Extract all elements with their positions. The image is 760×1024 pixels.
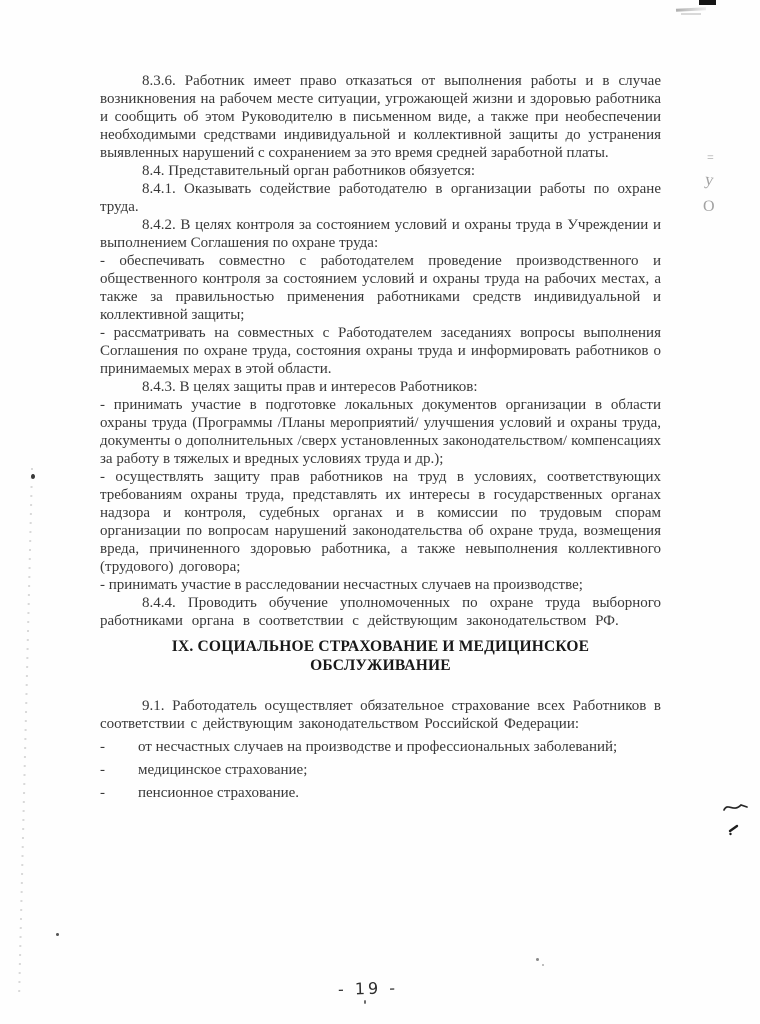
scan-bleedthrough-mark: О [703, 198, 715, 215]
scan-bleedthrough-mark: = [707, 150, 715, 164]
paragraph-8-4-2-dash-2: - рассматривать на совместных с Работодателем заседаниях вопросы выполнения Соглашения по охране труда, состояния охраны труда и информировать работников о принимаемых мерах в этой области. [100, 325, 661, 377]
paragraph-8-4-4: 8.4.4. Проводить обучение уполномоченных по охране труда выборного работниками органа в соответствии с действующим законодательством РФ. [100, 595, 661, 629]
paragraph-8-4-2: 8.4.2. В целях контроля за состоянием условий и охраны труда в Учреждении и выполнением Соглашения по охране труда: [100, 217, 661, 251]
paragraph-8-4-3: 8.4.3. В целях защиты прав и интересов Работников: [142, 379, 478, 395]
scan-artifact-speckle-line [18, 468, 33, 996]
paragraph-8-4: 8.4. Представительный орган работников обязуется: [142, 163, 476, 179]
scan-artifact-corner-bar [699, 0, 716, 5]
list-dash-marker: - [100, 739, 105, 755]
section-heading-ix: IX. СОЦИАЛЬНОЕ СТРАХОВАНИЕ И МЕДИЦИНСКОЕ ОБСЛУЖИВАНИЕ [171, 638, 590, 674]
scan-artifact-speck [364, 1000, 366, 1004]
scan-artifact-speck [542, 964, 544, 966]
scan-artifact-dot [31, 474, 35, 479]
list-dash-marker: - [100, 762, 105, 778]
handwritten-page-number: - 19 - [337, 978, 399, 999]
insurance-item-text: от несчастных случаев на производстве и профессиональных заболеваний; [138, 739, 618, 755]
insurance-list-item [100, 738, 661, 756]
pen-scribble-marks [720, 798, 754, 842]
scan-artifact-smudge [676, 7, 706, 12]
paragraph-8-4-3-dash-2: - осуществлять защиту прав работников на труд в условиях, соответствующих требованиям охраны труда, представлять их интересы в государственных органах надзора и контроля, судебных органах и в комиссии по трудовым спорам организации по вопросам нарушений законодательства об охране труда, возмещения вреда, причиненного здоровью работника, а также невыполнения коллективного (трудового) договора; [100, 469, 661, 575]
paragraph-8-4-3-dash-3: - принимать участие в расследовании несчастных случаев на производстве; [100, 577, 583, 593]
insurance-list-item [100, 761, 661, 779]
insurance-item-text: пенсионное страхование. [138, 785, 300, 801]
scan-artifact-speck [536, 958, 539, 961]
paragraph-8-3-6: 8.3.6. Работник имеет право отказаться от выполнения работы и в случае возникновения на рабочем месте ситуации, угрожающей жизни и здоровью работника и сообщить об этом Руководителю в письменном виде, а также при необеспечении необходимыми средствами индивидуальной и коллективной защиты до устранения выявленных нарушений с сохранением за это время средней заработной платы. [100, 73, 661, 161]
insurance-list-item [100, 784, 661, 802]
list-dash-marker: - [100, 785, 105, 801]
document-text-block [100, 72, 661, 802]
scan-artifact-dot [56, 933, 59, 936]
paragraph-9-1: 9.1. Работодатель осуществляет обязательное страхование всех Работников в соответствии с действующим законодательством Российской Федерации: [100, 698, 661, 732]
scan-bleedthrough-mark: у [703, 169, 715, 190]
paragraph-8-4-1: 8.4.1. Оказывать содействие работодателю в организации работы по охране труда. [100, 181, 661, 215]
insurance-item-text: медицинское страхование; [138, 762, 308, 778]
paragraph-8-4-2-dash-1: - обеспечивать совместно с работодателем проведение производственного и общественного контроля за состоянием условий и охраны труда на рабочих местах, а также за правильностью применения работниками средств индивидуальной и коллективной защиты; [100, 253, 661, 323]
scan-artifact-smudge [681, 13, 701, 15]
paragraph-8-4-3-dash-1: - принимать участие в подготовке локальных документов организации в области охраны труда (Программы /Планы мероприятий/ улучшения условий и охраны труда, документы о дополнительных /сверх установленных законодательством/ компенсациях за работу в тяжелых и вредных условиях труда и др.); [100, 397, 661, 467]
